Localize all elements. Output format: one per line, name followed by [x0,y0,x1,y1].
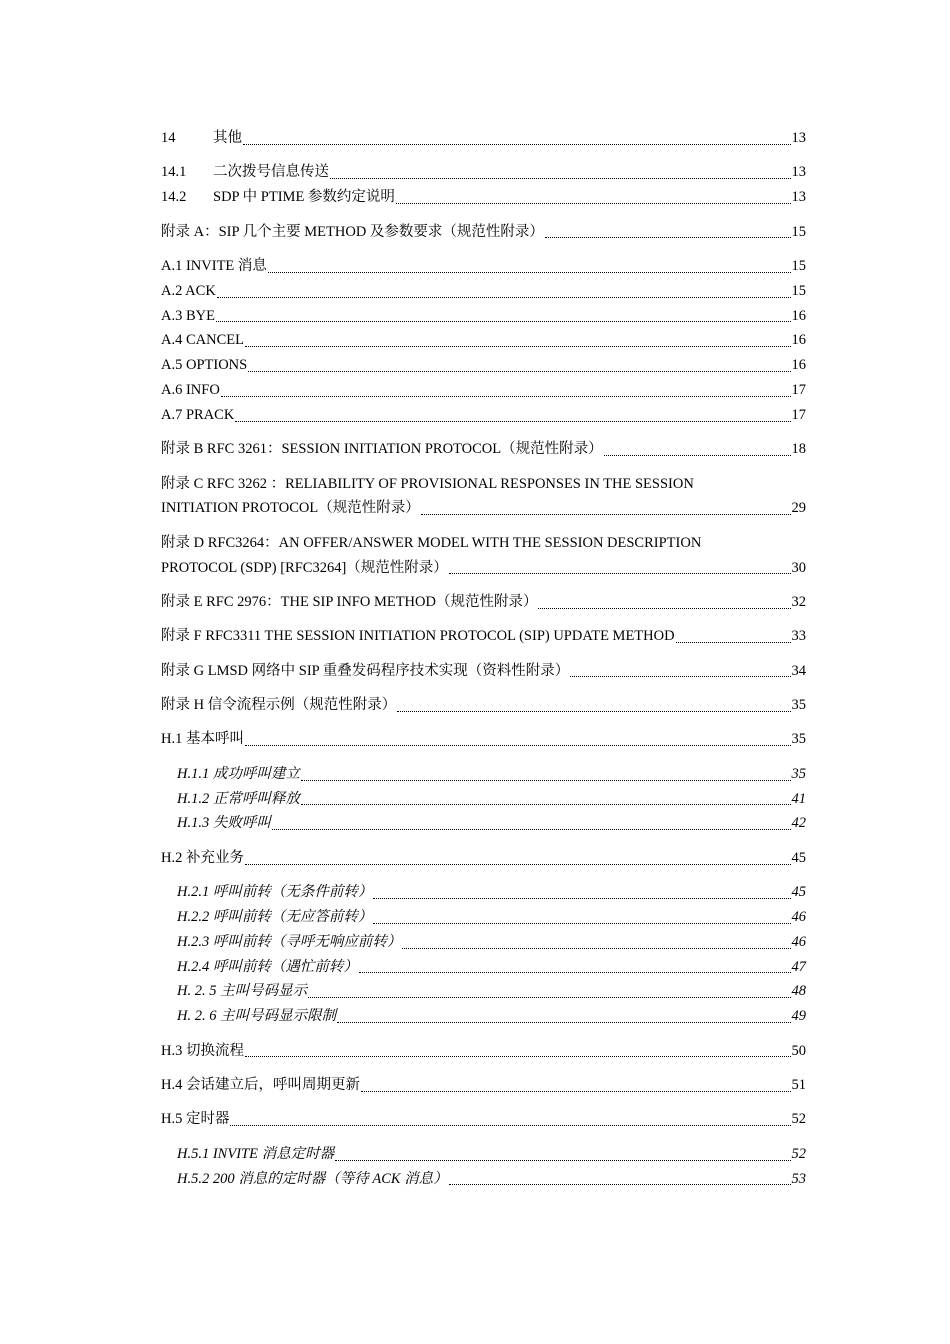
toc-entry[interactable] [161,328,806,353]
toc-entry-page-number: 35 [791,765,806,782]
toc-entry-title: 其他 [213,130,242,146]
dot-leader [245,1056,791,1057]
toc-entry-page-number: 16 [791,357,806,374]
toc-entry-title: H.5.1 INVITE 消息定时器 [177,1145,335,1162]
toc-entry-page-number: 42 [791,815,806,832]
toc-entry-page-number: 52 [791,1111,806,1128]
dot-leader [230,1125,790,1126]
toc-entry-page-number: 18 [791,441,806,458]
toc-entry-page-number: 15 [791,282,806,299]
toc-entry[interactable] [161,930,806,955]
toc-entry[interactable] [161,762,806,787]
toc-entry[interactable] [161,955,806,980]
toc-entry[interactable] [161,1073,806,1098]
toc-entry-page-number: 48 [791,983,806,1000]
toc-entry-page-number: 32 [791,593,806,610]
toc-entry-title: INITIATION PROTOCOL（规范性附录） [161,500,420,517]
dot-leader [421,514,791,515]
toc-entry-title: H.1.3 失败呼叫 [177,815,271,832]
toc-entry[interactable] [161,254,806,279]
toc-entry-page-number: 17 [791,381,806,398]
toc-entry[interactable] [161,590,806,615]
toc-entry-page-number: 29 [791,500,806,517]
toc-entry-page-number: 30 [791,559,806,576]
toc-entry-page-number: 46 [791,909,806,926]
toc-entry-page-number: 41 [791,790,806,807]
toc-entry[interactable] [161,659,806,684]
toc-entry-page-number: 49 [791,1008,806,1025]
toc-entry-title: H.5 定时器 [161,1111,230,1128]
dot-leader [243,144,791,145]
toc-entry-title: 附录 E RFC 2976：THE SIP INFO METHOD（规范性附录） [161,593,538,610]
dot-leader [538,608,790,609]
toc-entry-title: A.2 ACK [161,282,216,299]
toc-entry-page-number: 52 [791,1145,806,1162]
toc-entry-title: A.6 INFO [161,381,220,398]
toc-entry-page-number: 13 [791,164,806,181]
toc-entry-page-number: 16 [791,332,806,349]
toc-entry[interactable] [161,1004,806,1029]
toc-entry-title: A.1 INVITE 消息 [161,257,267,274]
toc-entry-title: H.2.2 呼叫前转（无应答前转） [177,909,373,926]
toc-entry-title: H.1.2 正常呼叫释放 [177,790,300,807]
dot-leader [245,864,791,865]
dot-leader [449,573,791,574]
dot-leader [272,829,791,830]
dot-leader [268,272,791,273]
toc-entry[interactable] [161,378,806,403]
toc-entry-title: 附录 A：SIP 几个主要 METHOD 及参数要求（规范性附录） [161,223,544,240]
toc-entry-title: A.7 PRACK [161,406,235,423]
toc-entry[interactable] [161,126,806,151]
toc-entry[interactable] [161,496,806,521]
dot-leader [676,642,791,643]
toc-entry[interactable] [161,437,806,462]
toc-entry[interactable] [161,304,806,329]
toc-entry[interactable] [161,1039,806,1064]
toc-entry-page-number: 51 [791,1077,806,1093]
dot-leader [217,297,791,298]
dot-leader [248,371,790,372]
dot-leader [221,396,791,397]
toc-entry-page-number: 15 [791,223,806,240]
toc-entry-page-number: 47 [791,958,806,975]
toc-entry-page-number: 16 [791,307,806,324]
dot-leader [361,1091,791,1092]
dot-leader [397,711,790,712]
toc-entry-page-number: 33 [791,628,806,645]
toc-entry-page-number: 45 [791,884,806,901]
dot-leader [570,676,790,677]
toc-entry[interactable] [161,624,806,649]
toc-entry[interactable] [161,1107,806,1132]
toc-entry-title: H.1.1 成功呼叫建立 [177,765,300,782]
toc-entry-title: SDP 中 PTIME 参数约定说明 [213,189,395,206]
toc-entry-title: 附录 B RFC 3261：SESSION INITIATION PROTOCOL（规范性附录） [161,441,603,458]
toc-entry[interactable] [161,556,806,581]
toc-entry-title: H.3 切换流程 [161,1042,244,1059]
toc-entry[interactable] [161,727,806,752]
toc-entry[interactable] [161,185,806,210]
toc-entry-page-number: 45 [791,849,806,866]
toc-entry-title: H.4 会话建立后，呼叫周期更新 [161,1077,360,1093]
toc-entry[interactable] [161,220,806,245]
toc-entry-page-number: 15 [791,257,806,274]
toc-entry[interactable] [161,880,806,905]
toc-entry-title-line1: 附录 C RFC 3262 ：RELIABILITY OF PROVISIONAL RESPONSES IN THE SESSION [161,475,694,492]
table-of-contents [161,126,806,1191]
dot-leader [337,1022,790,1023]
dot-leader [359,972,791,973]
dot-leader [335,1160,790,1161]
dot-leader [396,203,791,204]
toc-entry-page-number: 17 [791,406,806,423]
toc-entry-title: 附录 H 信令流程示例（规范性附录） [161,697,397,714]
toc-entry-title: 附录 F RFC3311 THE SESSION INITIATION PROTOCOL (SIP) UPDATE METHOD [161,628,675,645]
dot-leader [308,997,790,998]
toc-entry[interactable] [161,1167,806,1192]
toc-entry-page-number: 46 [791,933,806,950]
toc-entry-page-number: 35 [791,731,806,748]
toc-entry[interactable] [161,693,806,718]
toc-entry-page-number: 13 [791,130,806,146]
toc-entry[interactable] [161,403,806,428]
toc-entry-title: H.2.1 呼叫前转（无条件前转） [177,884,373,901]
dot-leader [402,948,790,949]
toc-entry-first-line[interactable] [161,531,806,556]
toc-entry[interactable] [161,279,806,304]
toc-entry-page-number: 53 [791,1170,806,1187]
dot-leader [301,780,791,781]
toc-entry[interactable] [161,787,806,812]
toc-entry-number: 14 [161,130,176,146]
toc-entry-title: 二次拨号信息传送 [213,164,329,181]
toc-entry-title: A.3 BYE [161,307,215,324]
toc-entry-title: H.5.2 200 消息的定时器（等待 ACK 消息） [177,1170,448,1187]
dot-leader [604,455,791,456]
dot-leader [245,346,791,347]
toc-entry-page-number: 13 [791,189,806,206]
toc-entry[interactable] [161,811,806,836]
toc-entry-title: 附录 G LMSD 网络中 SIP 重叠发码程序技术实现（资料性附录） [161,662,570,679]
dot-leader [216,321,791,322]
toc-entry-page-number: 34 [791,662,806,679]
toc-entry[interactable] [161,1142,806,1167]
dot-leader [449,1184,791,1185]
toc-entry-first-line[interactable] [161,472,806,497]
toc-entry-title: PROTOCOL (SDP) [RFC3264]（规范性附录） [161,559,448,576]
toc-entry[interactable] [161,160,806,185]
dot-leader [373,923,790,924]
toc-entry-title: H. 2. 6 主叫号码显示限制 [177,1008,337,1025]
toc-entry-title-line1: 附录 D RFC3264：AN OFFER/ANSWER MODEL WITH THE SESSION DESCRIPTION [161,534,702,551]
toc-entry[interactable] [161,846,806,871]
toc-entry-title: A.5 OPTIONS [161,357,248,374]
dot-leader [301,804,791,805]
toc-entry-number: 14.2 [161,189,187,206]
toc-entry-title: H.2 补充业务 [161,849,244,866]
toc-entry-title: H.2.3 呼叫前转（寻呼无响应前转） [177,933,402,950]
dot-leader [330,178,791,179]
toc-entry-page-number: 35 [791,697,806,714]
toc-entry-title: H.1 基本呼叫 [161,731,244,748]
dot-leader [245,745,791,746]
toc-entry[interactable] [161,353,806,378]
toc-entry-title: A.4 CANCEL [161,332,244,349]
toc-entry-title: H. 2. 5 主叫号码显示 [177,983,308,1000]
toc-entry-number: 14.1 [161,164,187,181]
toc-entry-title: H.2.4 呼叫前转（遇忙前转） [177,958,358,975]
dot-leader [373,898,790,899]
toc-entry-page-number: 50 [791,1042,806,1059]
dot-leader [545,237,791,238]
toc-entry[interactable] [161,905,806,930]
toc-entry[interactable] [161,979,806,1004]
dot-leader [235,421,790,422]
